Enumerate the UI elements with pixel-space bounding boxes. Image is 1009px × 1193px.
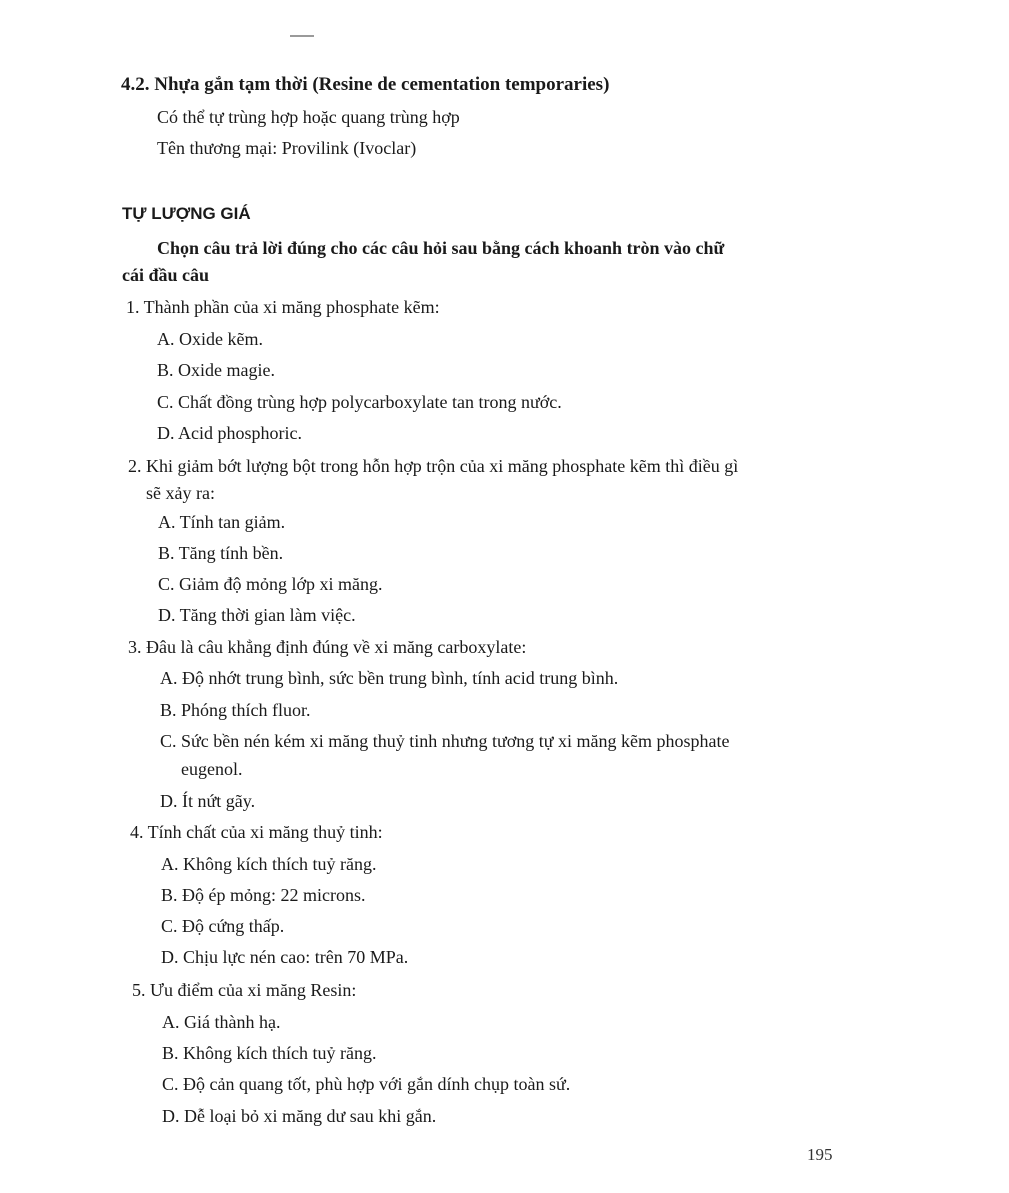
answer-option: B. Phóng thích fluor. — [160, 700, 311, 720]
section-heading: 4.2. Nhựa gắn tạm thời (Resine de cementation temporaries) — [121, 74, 610, 95]
answer-option: C. Chất đồng trùng hợp polycarboxylate tan trong nước. — [157, 392, 562, 412]
page-number: 195 — [807, 1145, 833, 1164]
scan-mark — [290, 35, 314, 37]
question-text: 2. Khi giảm bớt lượng bột trong hỗn hợp trộn của xi măng phosphate kẽm thì điều gì — [128, 456, 739, 476]
answer-option: B. Độ ép mỏng: 22 microns. — [161, 885, 366, 905]
answer-option-continuation: eugenol. — [181, 759, 243, 779]
self-assessment-title: TỰ LƯỢNG GIÁ — [122, 204, 251, 223]
answer-option: D. Acid phosphoric. — [157, 423, 302, 443]
instruction-text: Chọn câu trả lời đúng cho các câu hỏi sau bằng cách khoanh tròn vào chữ — [157, 238, 725, 258]
question-text: 3. Đâu là câu khẳng định đúng về xi măng carboxylate: — [128, 637, 527, 657]
instruction-text: cái đầu câu — [122, 265, 210, 285]
answer-option: B. Không kích thích tuỷ răng. — [162, 1043, 377, 1063]
answer-option: A. Tính tan giảm. — [158, 512, 286, 532]
question-text: 1. Thành phần của xi măng phosphate kẽm: — [126, 297, 440, 317]
section-line: Tên thương mại: Provilink (Ivoclar) — [157, 138, 417, 158]
answer-option: B. Tăng tính bền. — [158, 543, 284, 563]
question-text: sẽ xảy ra: — [146, 483, 215, 503]
answer-option: D. Tăng thời gian làm việc. — [158, 605, 356, 625]
answer-option: D. Dễ loại bỏ xi măng dư sau khi gắn. — [162, 1106, 437, 1126]
answer-option: A. Độ nhớt trung bình, sức bền trung bình, tính acid trung bình. — [160, 668, 619, 688]
answer-option: C. Độ cứng thấp. — [161, 916, 285, 936]
question-text: 5. Ưu điểm của xi măng Resin: — [132, 980, 357, 1000]
question-text: 4. Tính chất của xi măng thuỷ tinh: — [130, 822, 383, 842]
answer-option: A. Không kích thích tuỷ răng. — [161, 854, 377, 874]
answer-option: C. Sức bền nén kém xi măng thuỷ tinh nhưng tương tự xi măng kẽm phosphate — [160, 731, 730, 751]
answer-option: D. Chịu lực nén cao: trên 70 MPa. — [161, 947, 409, 967]
answer-option: D. Ít nứt gãy. — [160, 791, 256, 811]
section-line: Có thể tự trùng hợp hoặc quang trùng hợp — [157, 107, 460, 127]
answer-option: C. Độ cản quang tốt, phù hợp với gắn dính chụp toàn sứ. — [162, 1074, 571, 1094]
answer-option: B. Oxide magie. — [157, 360, 275, 380]
answer-option: C. Giảm độ mỏng lớp xi măng. — [158, 574, 383, 594]
answer-option: A. Giá thành hạ. — [162, 1012, 281, 1032]
answer-option: A. Oxide kẽm. — [157, 329, 263, 349]
